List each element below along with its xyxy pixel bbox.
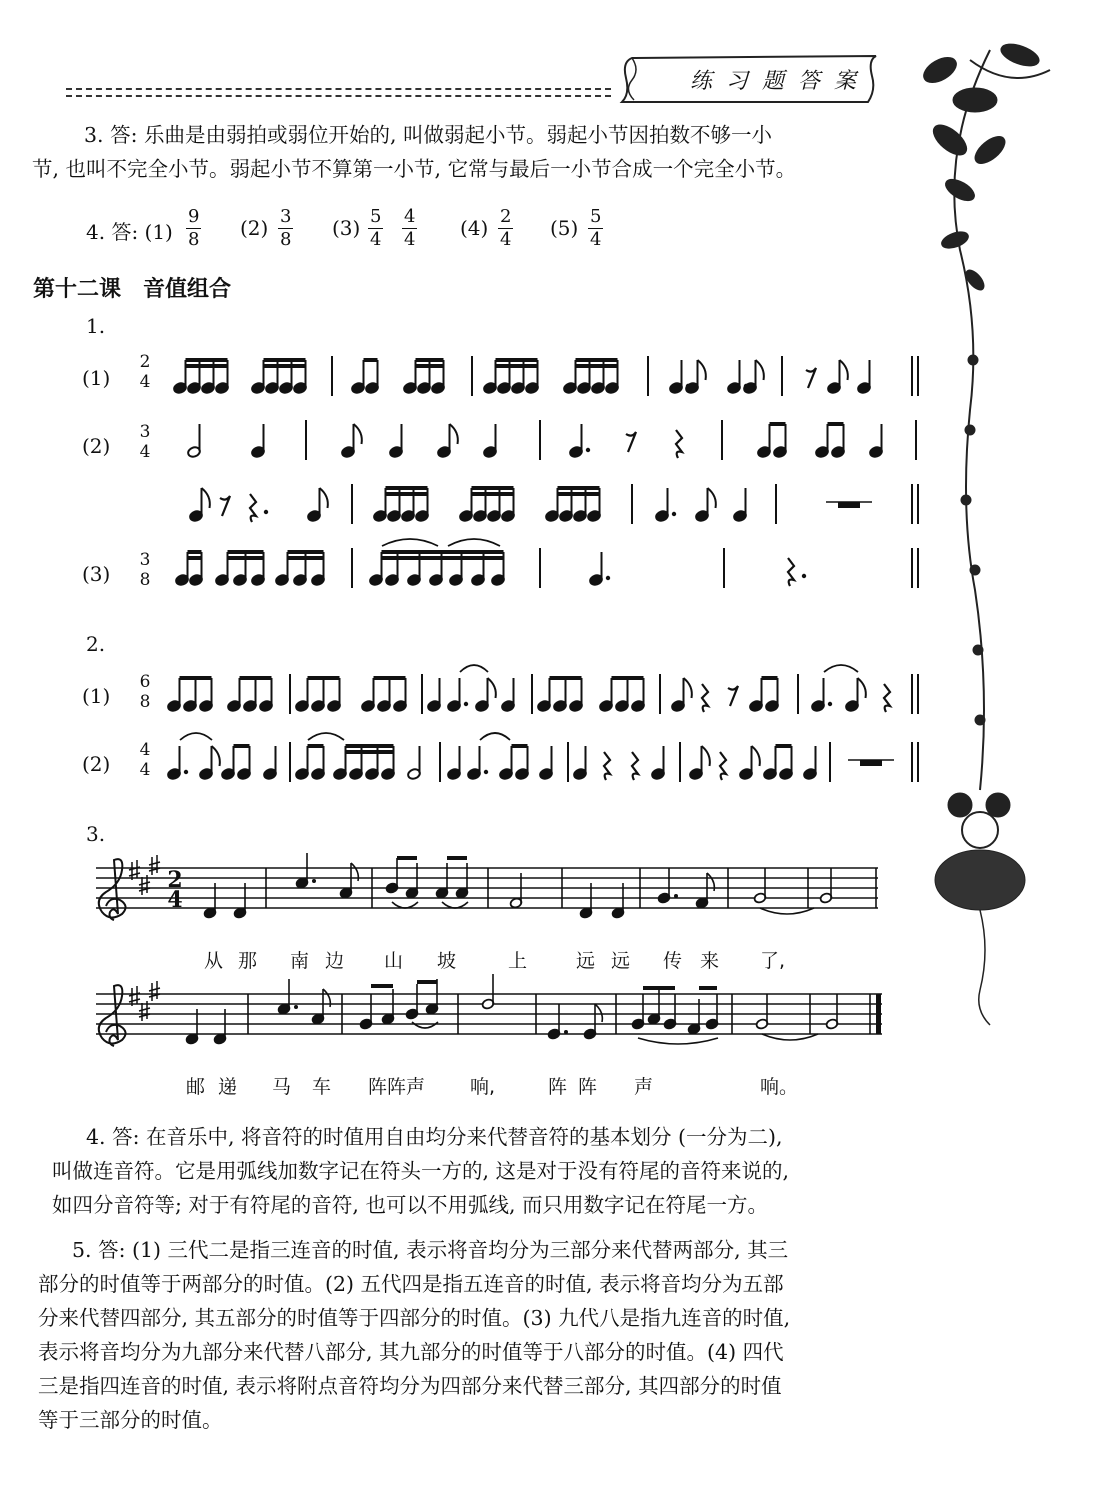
lyric-syllable: 从 — [204, 950, 224, 972]
lyric-syllable: 远 — [611, 950, 631, 972]
quarter-rest — [632, 752, 638, 780]
staff-note-dot — [564, 1030, 568, 1034]
lyric-syllable: 响。 — [760, 1076, 799, 1098]
slur-arc — [412, 1022, 438, 1028]
lyric-syllable: 那 — [238, 950, 258, 972]
note-beam — [558, 486, 600, 490]
quarter-rest — [884, 684, 890, 712]
lyric-syllable: 声 — [634, 1076, 654, 1098]
note-flag — [702, 746, 710, 766]
sharp-icon — [129, 860, 140, 880]
note-beam — [558, 492, 600, 496]
note-beam — [770, 422, 786, 426]
lyric-syllable: 响, — [470, 1076, 496, 1098]
quarter-rest — [788, 558, 794, 586]
quarter-rest — [720, 752, 726, 780]
note-beam — [386, 486, 428, 490]
eighth-rest — [220, 496, 230, 516]
answer-line: 节, 也叫不完全小节。弱起小节不算第一小节, 它常与最后一小节合成一个完全小节。 — [32, 157, 797, 181]
tie-arc — [460, 665, 488, 672]
note-beam — [496, 364, 538, 368]
note-beam — [186, 358, 228, 362]
time-signature: 3 8 — [139, 550, 151, 590]
note-beam — [382, 556, 504, 560]
note-beam — [346, 750, 394, 754]
note-beam — [612, 676, 644, 680]
question5-text — [38, 1233, 938, 1437]
staff-note-dot — [312, 879, 316, 883]
note-beam — [228, 556, 264, 560]
note-dot — [464, 702, 468, 706]
note-flag — [708, 488, 716, 508]
answer-line: 叫做连音符。它是用弧线加数字记在符头一方的, 这是对于没有符尾的音符来说的, — [52, 1159, 790, 1183]
note-dot — [586, 448, 590, 452]
tie-arc — [180, 733, 212, 740]
note-beam — [416, 364, 444, 368]
lyric-syllable: 阵 — [548, 1076, 568, 1098]
note-beam — [308, 744, 324, 748]
eighth-rest — [626, 432, 636, 452]
note-dot — [606, 576, 610, 580]
note-beam — [512, 744, 528, 748]
answer-prefix: 4. 答: (1) — [86, 220, 173, 244]
time-signature-fraction: $\frac{2}{4}$ — [500, 206, 512, 250]
exercise3-label: 3. — [86, 822, 106, 846]
note-beam — [288, 556, 324, 560]
note-beam — [188, 556, 202, 560]
tie-arc — [382, 539, 438, 546]
answer-line: 4. 答: 在音乐中, 将音符的时值用自由均分来代替音符的基本划分 (一分为二), — [86, 1125, 783, 1149]
note-flag — [202, 488, 210, 508]
lyric-syllable: 传 — [663, 950, 683, 972]
eighth-rest — [728, 686, 738, 706]
lyric-syllable: 马 — [272, 1076, 292, 1098]
time-signature: 3 4 — [139, 422, 151, 462]
note-beam — [288, 550, 324, 554]
note-beam — [828, 422, 844, 426]
answer-line: 三是指四连音的时值, 表示将附点音符均分为四部分来代替三部分, 其四部分的时值 — [38, 1374, 782, 1398]
staff-beam — [643, 986, 675, 990]
note-flag — [752, 746, 760, 766]
lyric-syllable: 来 — [700, 950, 720, 972]
note-flag — [858, 678, 866, 698]
note-beam — [550, 676, 582, 680]
time-signature-fraction: $\frac{5}{4}$ — [590, 206, 602, 250]
answer-item-label: (5) — [550, 216, 579, 240]
time-signature-fraction: $\frac{5}{4}$ — [370, 206, 382, 250]
lyric-syllable: 车 — [312, 1076, 332, 1098]
note-beam — [416, 358, 444, 362]
lyric-syllable: 远 — [576, 950, 596, 972]
time-signature: 6 8 — [139, 672, 151, 712]
row-label: (2) — [82, 752, 111, 776]
note-beam — [240, 676, 272, 680]
lesson-title: 音值组合 — [143, 277, 232, 302]
note-beam — [188, 550, 202, 554]
note-flag — [698, 360, 706, 380]
quarter-rest — [702, 684, 708, 712]
lesson-number: 第十二课 — [33, 277, 122, 302]
slur-arc — [442, 902, 468, 908]
lyric-syllable: 边 — [325, 950, 345, 972]
time-signature: 4 4 — [139, 740, 151, 780]
note-dot — [672, 512, 676, 516]
note-flag — [756, 360, 764, 380]
staff-beam — [417, 980, 437, 984]
staff-beam — [397, 856, 417, 860]
note-beam — [180, 676, 212, 680]
lyric-syllable: 阵 — [578, 1076, 598, 1098]
note-beam — [576, 358, 618, 362]
quarter-rest — [676, 430, 682, 458]
note-beam — [374, 676, 406, 680]
quarter-rest — [604, 752, 610, 780]
note-dot — [184, 770, 188, 774]
note-beam — [264, 364, 306, 368]
tie-arc — [824, 665, 858, 672]
tie-arc — [308, 733, 344, 740]
answer-item-label: (3) — [332, 216, 361, 240]
note-beam — [264, 358, 306, 362]
answer-item-label: (4) — [460, 216, 489, 240]
exercise1-label: 1. — [86, 314, 106, 338]
note-flag — [840, 360, 848, 380]
answer-line: 5. 答: (1) 三代二是指三连音的时值, 表示将音均分为三部分来代替两部分, 其三 — [72, 1238, 789, 1262]
tie-arc — [480, 733, 510, 740]
answer-line: 3. 答: 乐曲是由弱拍或弱位开始的, 叫做弱起小节。弱起小节因拍数不够一小 — [84, 123, 773, 147]
note-dot — [828, 702, 832, 706]
lyric-syllable: 山 — [384, 950, 404, 972]
note-beam — [346, 744, 394, 748]
note-beam — [308, 676, 340, 680]
staff-note-dot — [294, 1005, 298, 1009]
header-banner-title: 练习题答案 — [690, 69, 871, 94]
note-beam — [776, 744, 792, 748]
note-beam — [186, 364, 228, 368]
question4-text — [52, 1120, 932, 1222]
note-beam — [496, 358, 538, 362]
answer-line: 等于三部分的时值。 — [38, 1408, 223, 1432]
whole-rest — [838, 502, 860, 508]
note-beam — [364, 358, 378, 362]
lyric-syllable: 邮 — [186, 1076, 206, 1098]
note-beam — [234, 744, 250, 748]
row-label: (2) — [82, 434, 111, 458]
slur-arc — [638, 1038, 718, 1044]
rest-dot — [802, 574, 806, 578]
time-signature-fraction: $\frac{9}{8}$ — [188, 206, 200, 250]
staff-time-signature: 2 4 — [167, 867, 183, 913]
lyric-syllable: 了, — [760, 950, 786, 972]
slur-arc — [760, 908, 814, 914]
staff-note-flag — [595, 1004, 602, 1022]
quarter-rest — [250, 494, 256, 522]
answer-line: 如四分音符等; 对于有符尾的音符, 也可以不用弧线, 而只用数字记在符尾一方。 — [52, 1193, 768, 1217]
answer-line: 部分的时值等于两部分的时值。(2) 五代四是指五连音的时值, 表示将音均分为五部 — [38, 1272, 784, 1296]
time-signature-fraction: $\frac{4}{4}$ — [404, 206, 416, 250]
note-beam — [762, 676, 778, 680]
note-beam — [386, 492, 428, 496]
note-flag — [212, 746, 220, 766]
staff-beam — [699, 986, 717, 990]
note-flag — [354, 424, 362, 444]
staff-note-dot — [674, 894, 678, 898]
lyric-syllable: 阵阵声 — [368, 1076, 426, 1098]
note-beam — [382, 550, 504, 554]
note-flag — [488, 678, 496, 698]
staff-beam — [447, 856, 467, 860]
time-signature-fraction: $\frac{3}{8}$ — [280, 206, 292, 250]
eighth-rest — [806, 368, 816, 388]
staff-beam — [371, 984, 393, 988]
note-flag — [684, 678, 692, 698]
answer-item-label: (2) — [240, 216, 269, 240]
note-beam — [228, 550, 264, 554]
note-beam — [472, 492, 514, 496]
answer-line: 表示将音均分为九部分来代替八部分, 其九部分的时值等于八部分的时值。(4) 四代 — [38, 1340, 784, 1364]
lyric-syllable: 递 — [218, 1076, 238, 1098]
row-label: (1) — [82, 684, 111, 708]
note-beam — [472, 486, 514, 490]
note-dot — [484, 770, 488, 774]
slur-arc — [392, 902, 418, 908]
lyric-syllable: 上 — [508, 950, 528, 972]
sharp-icon — [149, 855, 160, 875]
lyric-syllable: 南 — [290, 950, 310, 972]
time-signature: 2 4 — [139, 352, 151, 392]
answer-line: 分来代替四部分, 其五部分的时值等于四部分的时值。(3) 九代八是指九连音的时值, — [38, 1306, 791, 1330]
rest-dot — [264, 510, 268, 514]
final-barline — [876, 994, 881, 1034]
sharp-icon — [129, 986, 140, 1006]
tie-arc — [448, 539, 500, 546]
note-flag — [450, 424, 458, 444]
slur-arc — [762, 1034, 818, 1040]
row-label: (1) — [82, 366, 111, 390]
row-label: (3) — [82, 562, 111, 586]
note-beam — [576, 364, 618, 368]
lyric-syllable: 坡 — [437, 950, 457, 972]
note-flag — [320, 488, 328, 508]
sharp-icon — [149, 981, 160, 1001]
exercise2-label: 2. — [86, 632, 106, 656]
whole-rest — [860, 760, 882, 766]
